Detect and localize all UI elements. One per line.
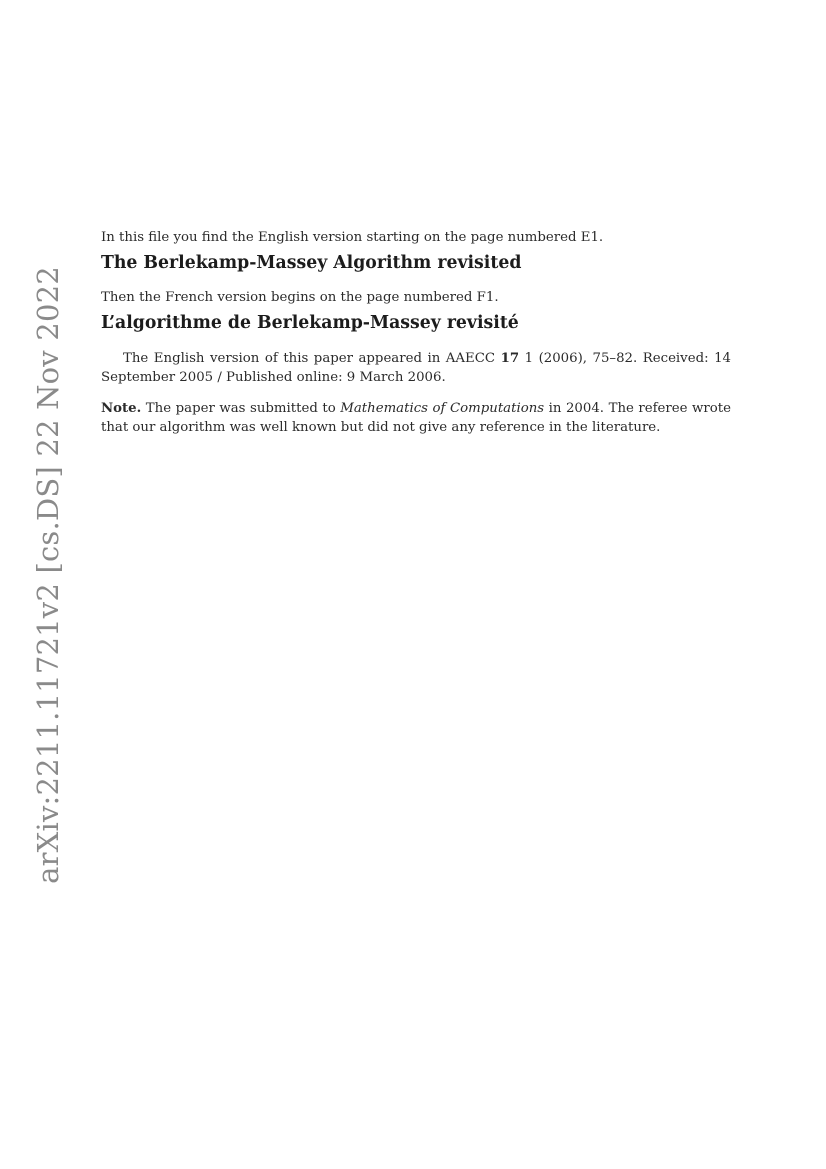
- note-text-before: The paper was submitted to: [141, 401, 341, 416]
- note-paragraph: [101, 399, 731, 437]
- publication-text-after: 1 (2006), 75–82. Received: 14 September 2005 / Published online: 9 March 2006.: [101, 351, 731, 385]
- publication-text-before: The English version of this paper appeared in AAECC: [123, 351, 501, 366]
- english-title: The Berlekamp-Massey Algorithm revisited: [101, 253, 522, 273]
- french-title: L’algorithme de Berlekamp-Massey revisité: [101, 313, 519, 333]
- note-text-after: in 2004. The referee wrote that our algorithm was well known but did not give any reference in the literature.: [101, 401, 731, 435]
- page-content: [101, 229, 731, 437]
- publication-paragraph: [101, 349, 731, 387]
- note-label: Note.: [101, 401, 142, 416]
- publication-volume: 17: [500, 351, 520, 366]
- note-journal: Mathematics of Computations: [340, 401, 545, 416]
- french-version-intro: Then the French version begins on the page numbered F1.: [101, 290, 499, 305]
- arxiv-identifier: arXiv:2211.11721v2 [cs.DS] 22 Nov 2022: [31, 266, 65, 884]
- english-version-intro: In this file you find the English version starting on the page numbered E1.: [101, 230, 604, 245]
